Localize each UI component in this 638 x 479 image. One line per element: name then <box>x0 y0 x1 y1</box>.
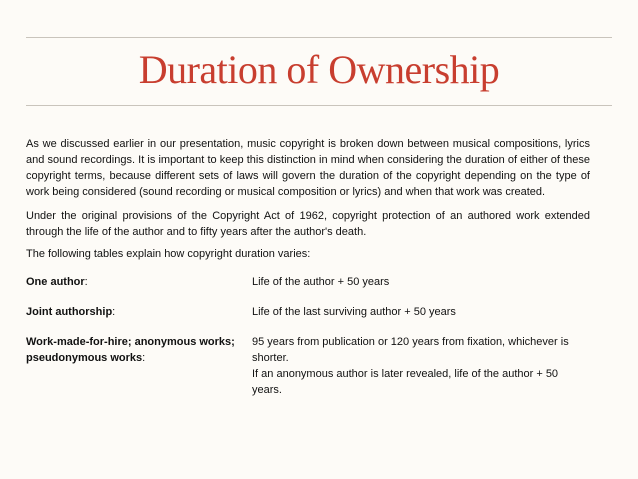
term-label-line2: pseudonymous works <box>26 352 143 364</box>
table-row-one-author <box>26 274 590 290</box>
row-term <box>26 304 252 320</box>
term-label: One author <box>26 276 85 288</box>
tables-intro: The following tables explain how copyright duration varies: <box>26 248 311 260</box>
row-term <box>26 334 252 398</box>
row-value: Life of the author + 50 years <box>252 276 390 288</box>
row-value: Life of the last surviving author + 50 years <box>252 306 456 318</box>
term-suffix: : <box>84 276 88 288</box>
slide-title: Duration of Ownership <box>138 47 500 92</box>
term-label-line1: Work-made-for-hire; anonymous works; <box>26 336 235 348</box>
intro-paragraph: As we discussed earlier in our presentation, music copyright is broken down between musical compositions, lyrics and sound recordings. It is important to keep this distinction in mind when considering the duration of either of these copyright terms, because different sets of laws will govern the duration of the copyright depending on the type of work being considered (sound recording or musical composition or lyrics) and when that work was created. <box>26 138 590 198</box>
term-suffix: : <box>142 352 146 364</box>
table-row-joint-authorship <box>26 304 590 320</box>
row-value-line1: 95 years from publication or 120 years from fixation, whichever is shorter. <box>252 336 569 364</box>
term-suffix: : <box>112 306 116 318</box>
top-divider <box>26 37 612 38</box>
row-value <box>252 334 590 398</box>
title-divider <box>26 105 612 106</box>
table-row-work-for-hire <box>26 334 590 398</box>
row-term <box>26 274 252 290</box>
duration-table <box>26 274 590 398</box>
term-label: Joint authorship <box>26 306 113 318</box>
copyright-act-paragraph: Under the original provisions of the Copyright Act of 1962, copyright protection of an authored work extended through the life of the author and to fifty years after the author's death. <box>26 210 590 238</box>
row-value-line2: If an anonymous author is later revealed, life of the author + 50 years. <box>252 368 559 396</box>
slide-body <box>26 136 590 412</box>
